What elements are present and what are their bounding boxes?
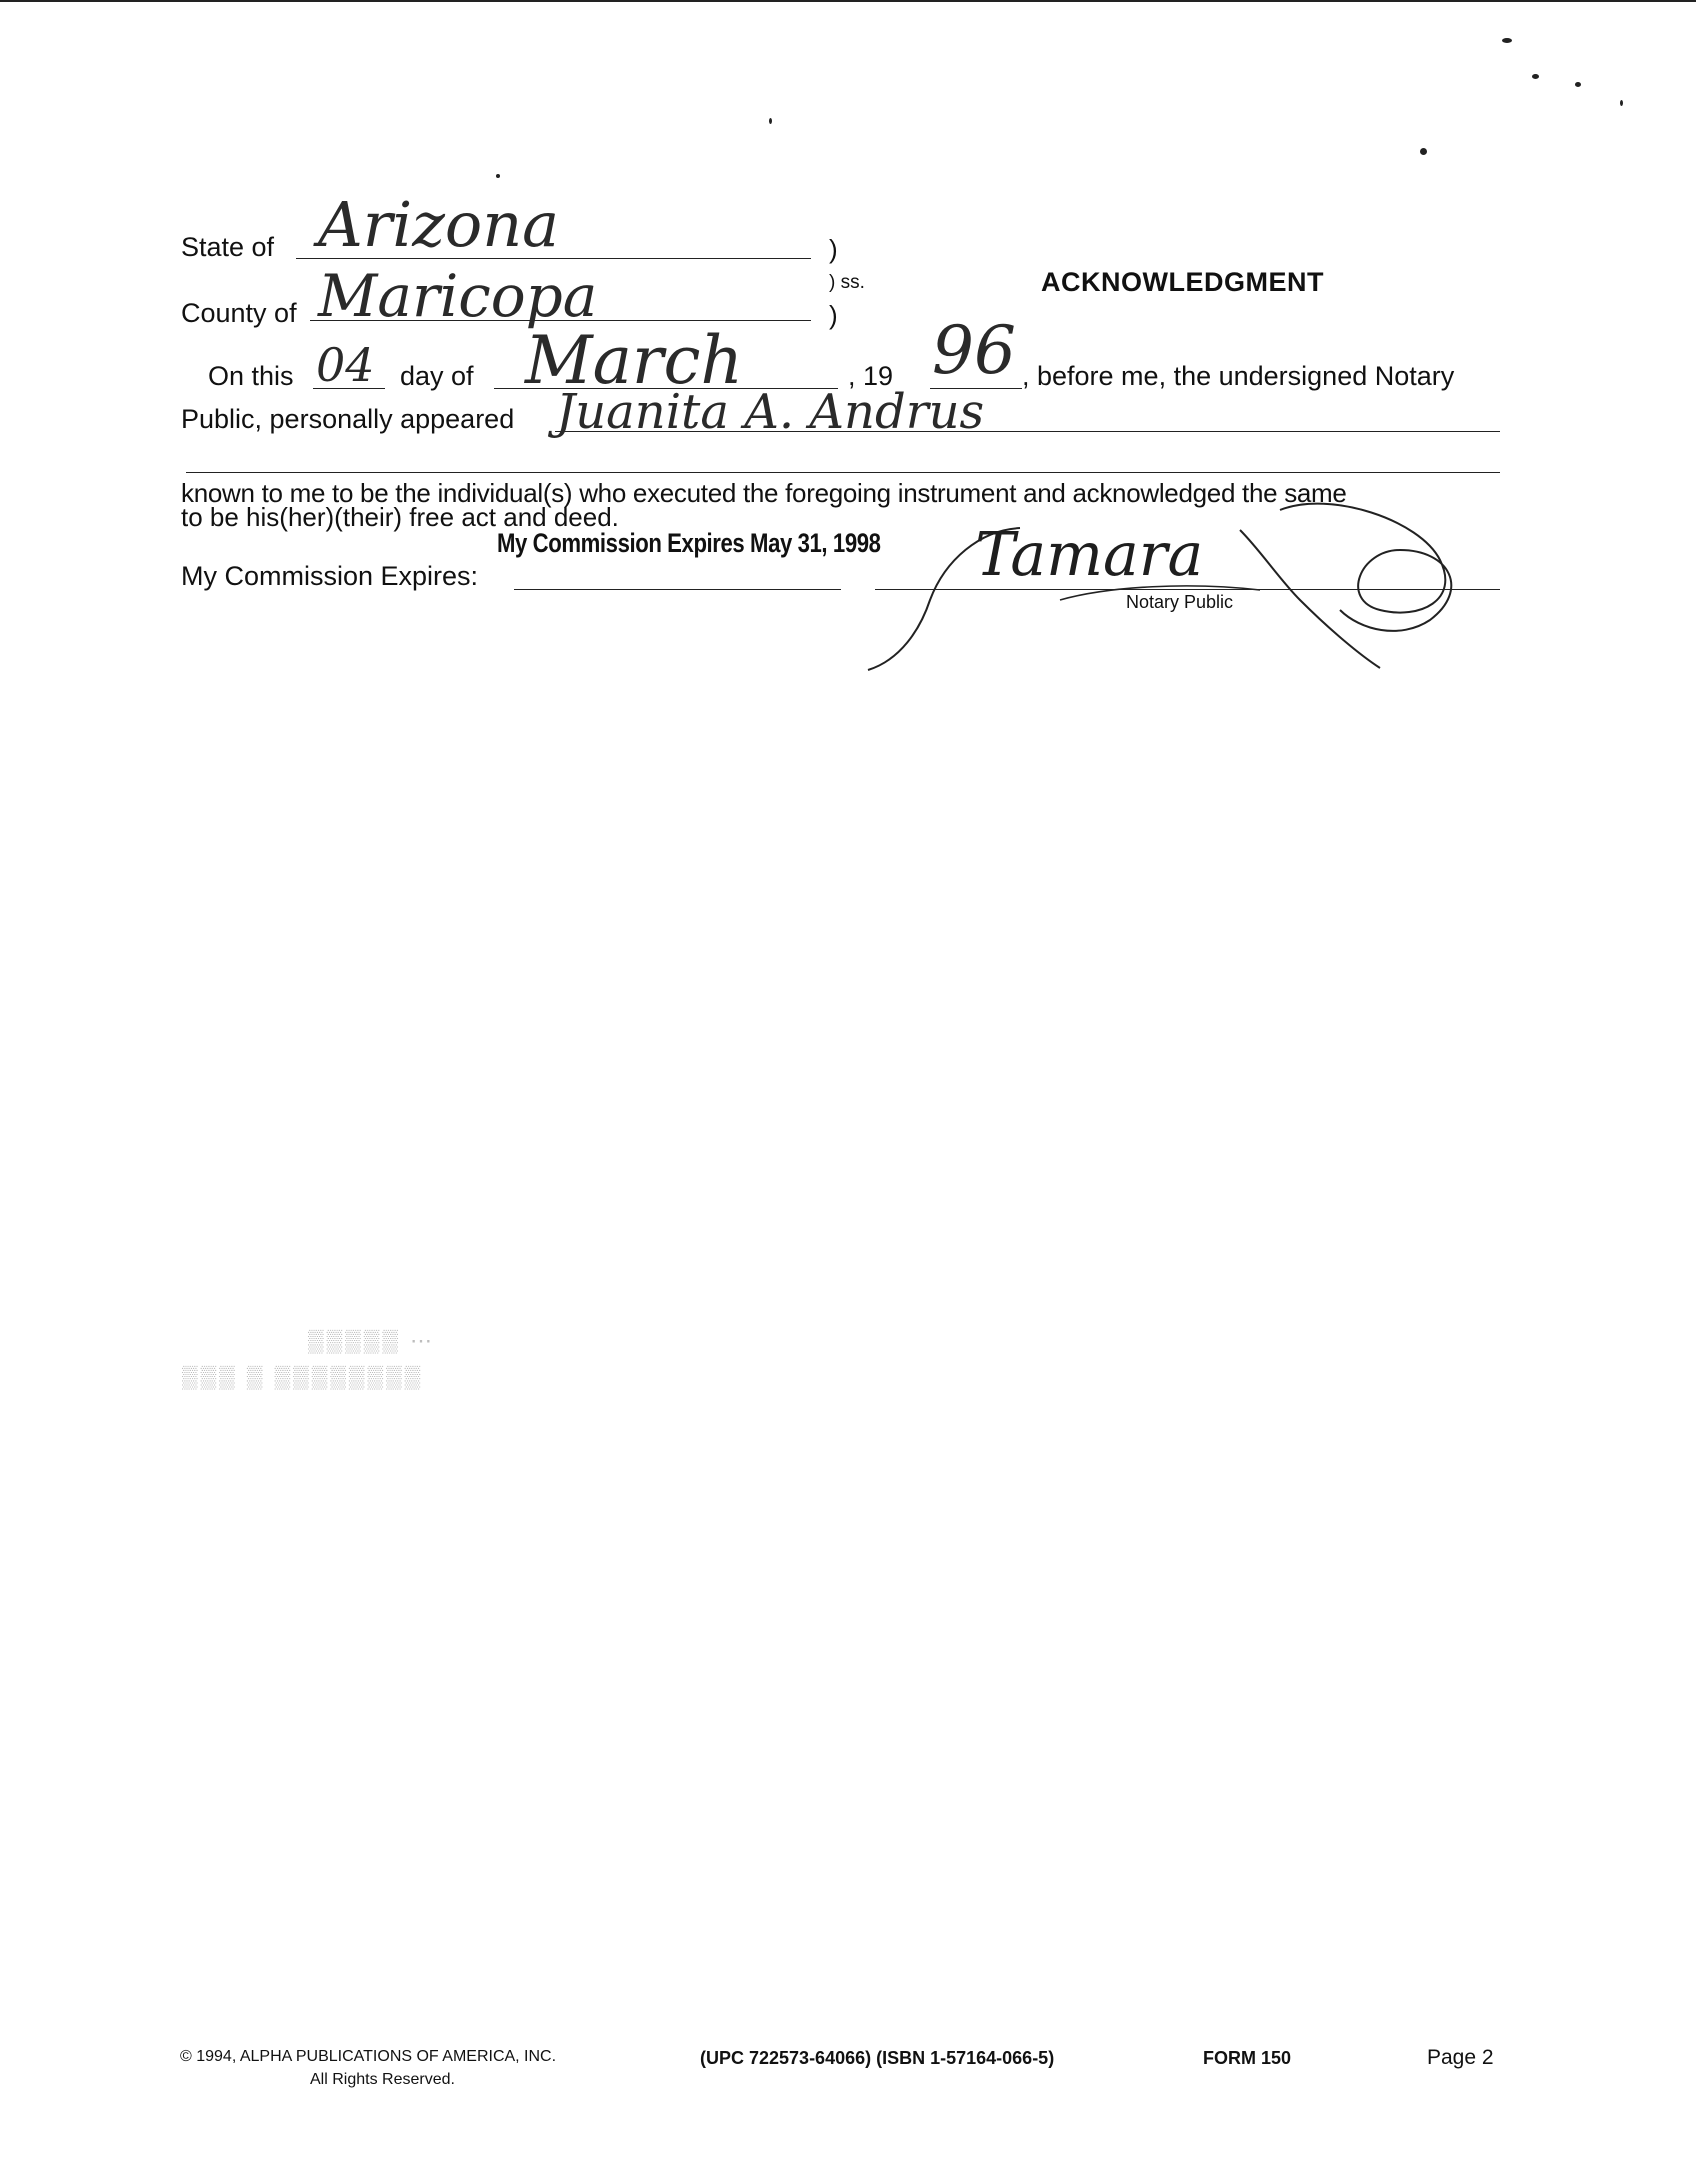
scan-mark	[1420, 148, 1427, 155]
scan-mark	[496, 174, 500, 178]
scan-mark	[769, 118, 772, 124]
notary-signature: Tamara	[975, 520, 1204, 590]
scan-mark	[1532, 74, 1539, 79]
footer-rights: All Rights Reserved.	[310, 2071, 455, 2088]
blank-line	[186, 472, 1500, 473]
ss-mark: ) ss.	[829, 272, 865, 293]
footer-copyright: © 1994, ALPHA PUBLICATIONS OF AMERICA, INC.	[180, 2048, 557, 2065]
county-label: County of	[181, 298, 297, 328]
commission-label: My Commission Expires:	[181, 561, 479, 591]
century-label: , 19	[848, 361, 894, 391]
scan-mark	[1575, 82, 1581, 87]
known-statement: known to me to be the individual(s) who executed the foregoing instrument and acknowledged the same	[181, 478, 1347, 508]
month-handwritten: March	[525, 322, 743, 399]
personally-appeared-label: Public, personally appeared	[181, 404, 515, 434]
state-paren: )	[829, 234, 838, 264]
on-this-label: On this	[208, 361, 294, 391]
acknowledgment-title: ACKNOWLEDGMENT	[1041, 267, 1324, 297]
county-handwritten: Maricopa	[318, 262, 598, 330]
free-act-statement: to be his(her)(their) free act and deed.	[181, 502, 619, 532]
footer-codes: (UPC 722573-64066) (ISBN 1-57164-066-5)	[700, 2048, 1055, 2068]
state-label: State of	[181, 232, 275, 262]
before-me-text: , before me, the undersigned Notary	[1022, 361, 1455, 391]
commission-line	[514, 589, 841, 590]
scan-mark	[1620, 100, 1623, 106]
footer-page-number: Page 2	[1427, 2046, 1494, 2069]
day-handwritten: 04	[316, 338, 375, 392]
scan-mark	[1502, 38, 1512, 43]
footer-form-number: FORM 150	[1203, 2048, 1292, 2068]
county-paren: )	[829, 300, 838, 330]
year-handwritten: 96	[932, 312, 1016, 389]
commission-stamp: My Commission Expires May 31, 1998	[497, 528, 881, 558]
notary-public-label: Notary Public	[1126, 592, 1234, 612]
person-handwritten: Juanita A. Andrus	[556, 384, 985, 440]
state-handwritten: Arizona	[318, 188, 560, 261]
top-border	[0, 0, 1696, 2]
faint-smudge: ▒▒▒ ▒ ▒▒▒▒▒▒▒▒	[182, 1364, 424, 1389]
faint-smudge: ▒▒▒▒▒ ⋯	[308, 1328, 436, 1353]
day-of-label: day of	[400, 361, 474, 391]
